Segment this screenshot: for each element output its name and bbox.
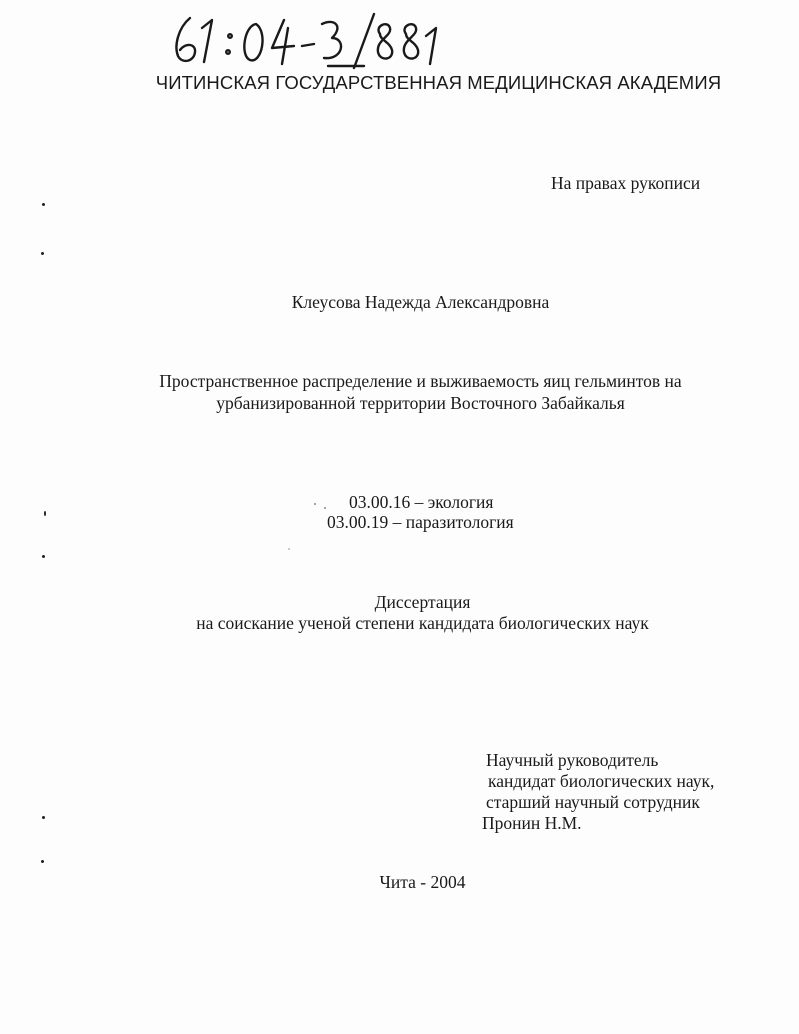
scan-speck: [41, 252, 44, 255]
rights-note: На правах рукописи: [551, 173, 701, 193]
title-line: Пространственное распределение и выживаемость яиц гельминтов на: [159, 371, 682, 391]
handwritten-archive-code: [168, 6, 448, 72]
supervisor-line: Научный руководитель: [486, 750, 659, 770]
scan-speck: [42, 555, 45, 558]
scan-speck: [42, 816, 45, 819]
city-year: Чита - 2004: [379, 872, 466, 892]
supervisor-line: старший научный сотрудник: [486, 792, 700, 812]
degree-line: Диссертация: [374, 592, 471, 612]
scan-speck: [314, 503, 316, 505]
scan-speck: [44, 511, 46, 516]
supervisor-block: [482, 750, 714, 834]
specialty-ecology: 03.00.16 – экология: [349, 492, 494, 512]
handwritten-archive-code-drawing: [168, 6, 448, 72]
institution-name: ЧИТИНСКАЯ ГОСУДАРСТВЕННАЯ МЕДИЦИНСКАЯ АКАДЕМИЯ: [155, 72, 722, 93]
dissertation-title: [0, 370, 799, 414]
supervisor-line: Пронин Н.М.: [482, 813, 582, 833]
scan-speck: [288, 548, 290, 550]
specialty-parasitology: 03.00.19 – паразитология: [327, 512, 514, 532]
dissertation-degree: [0, 592, 799, 634]
scan-speck: [324, 507, 326, 509]
scan-speck: [42, 203, 45, 206]
scan-speck: [41, 860, 44, 863]
title-line: урбанизированной территории Восточного Забайкалья: [216, 393, 625, 413]
degree-line: на соискание ученой степени кандидата биологических наук: [196, 613, 649, 633]
supervisor-line: кандидат биологических наук,: [488, 771, 715, 791]
author-name: Клеусова Надежда Александровна: [291, 292, 550, 312]
